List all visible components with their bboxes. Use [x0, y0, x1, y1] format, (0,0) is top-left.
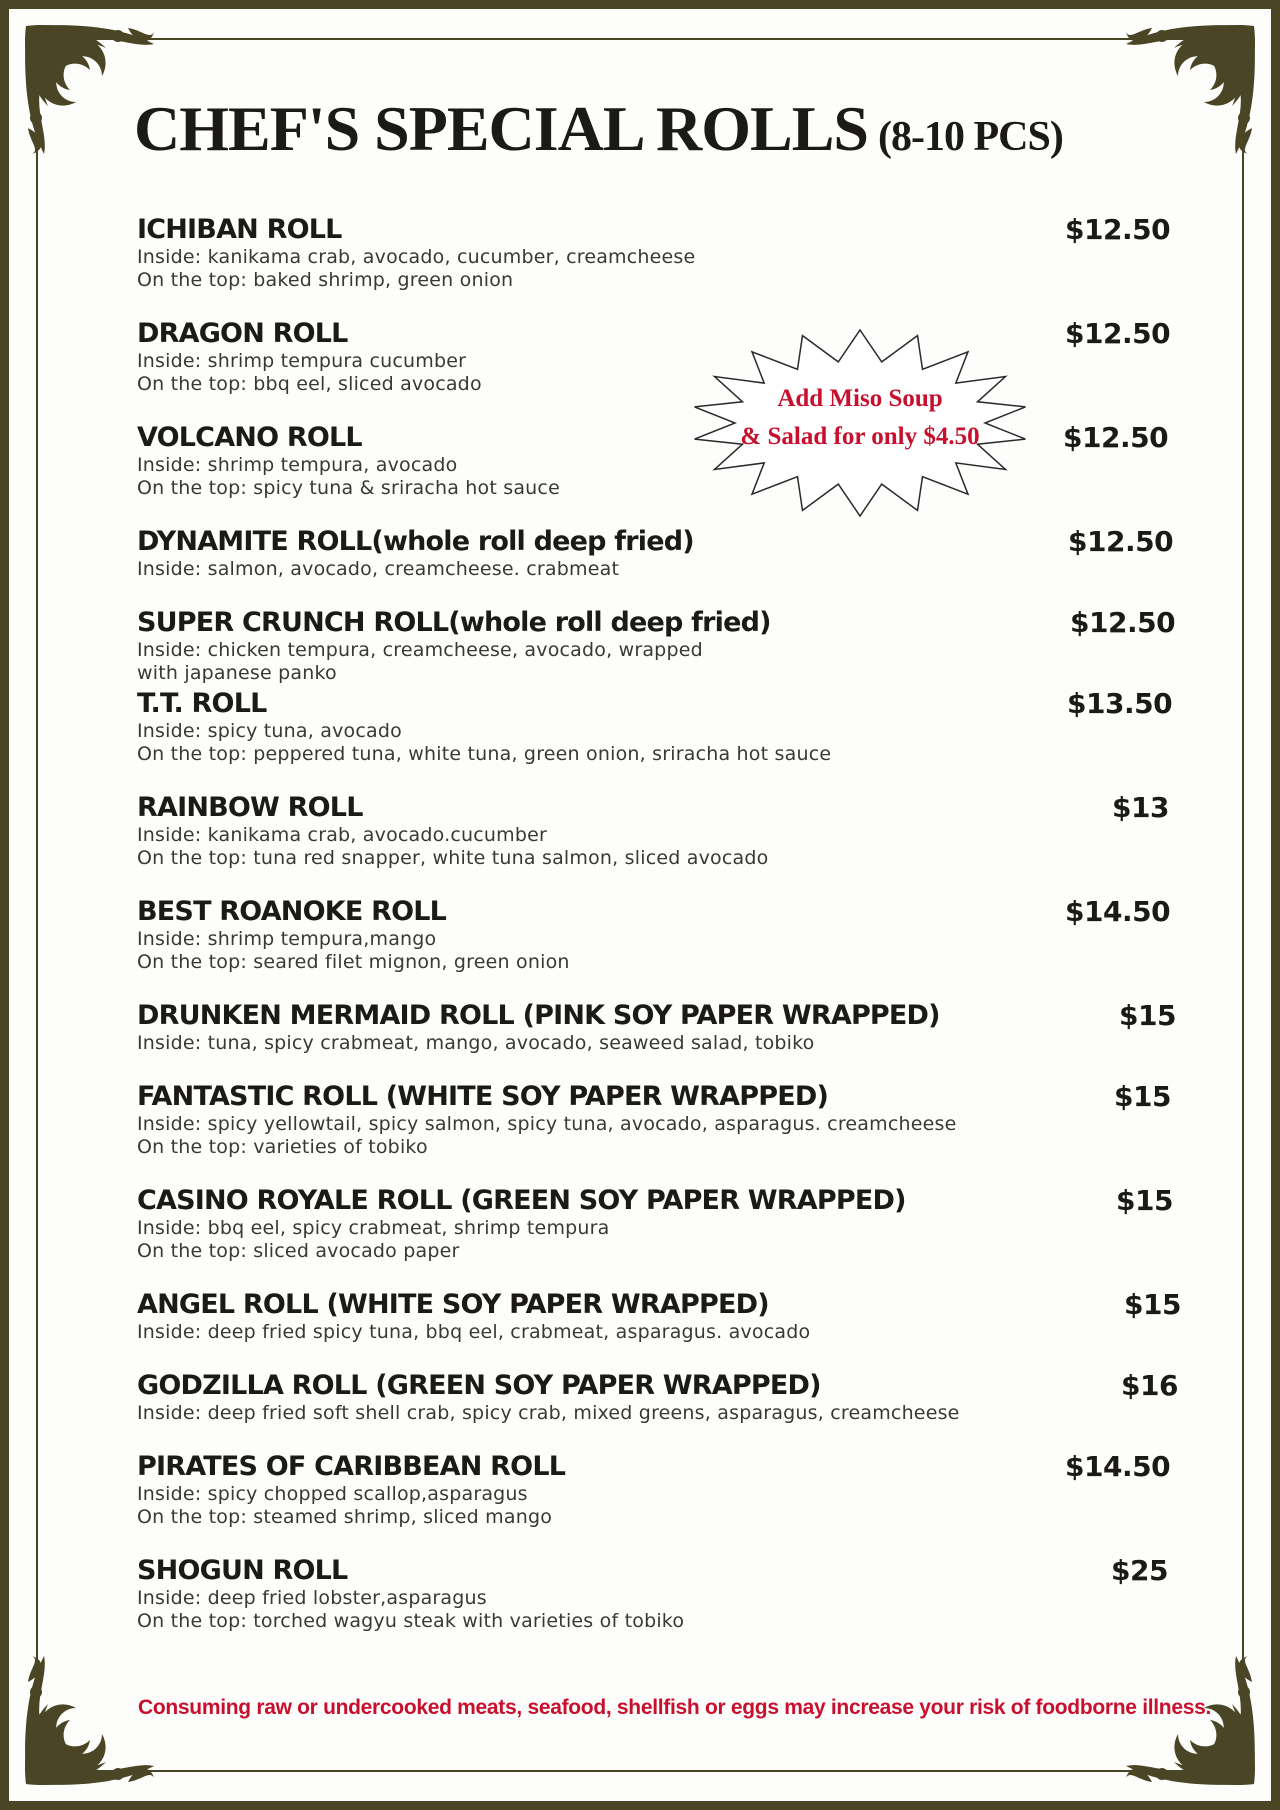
item-inside: Inside: shrimp tempura,mango: [137, 928, 437, 950]
menu-item: [137, 607, 1177, 685]
item-price: $12.50: [1065, 317, 1171, 350]
item-name: VOLCANO ROLL: [137, 422, 362, 453]
item-price: $15: [1116, 1184, 1173, 1217]
menu-item: [137, 1000, 1177, 1055]
menu-item: [137, 1081, 1177, 1159]
item-inside: Inside: spicy chopped scallop,asparagus: [137, 1483, 528, 1505]
item-inside: Inside: chicken tempura, creamcheese, avocado, wrapped: [137, 639, 703, 661]
title-subtitle: (8-10 PCS): [878, 114, 1063, 160]
ornament-corner-bottom-right: [1122, 1652, 1262, 1792]
item-inside: Inside: bbq eel, spicy crabmeat, shrimp tempura: [137, 1217, 610, 1239]
ornament-corner-bottom-left: [18, 1652, 158, 1792]
item-price: $14.50: [1065, 895, 1171, 928]
item-topping: On the top: tuna red snapper, white tuna salmon, sliced avocado: [137, 847, 769, 869]
item-inside: Inside: deep fried lobster,asparagus: [137, 1587, 487, 1609]
item-inside: Inside: tuna, spicy crabmeat, mango, avocado, seaweed salad, tobiko: [137, 1032, 815, 1054]
promo-line-1: Add Miso Soup: [777, 385, 943, 412]
item-price: $25: [1111, 1554, 1168, 1587]
menu-item: [137, 1555, 1177, 1633]
item-name: CASINO ROYALE ROLL (GREEN SOY PAPER WRAPPED): [137, 1185, 906, 1216]
item-name: DRUNKEN MERMAID ROLL (PINK SOY PAPER WRAPPED): [137, 1000, 940, 1031]
health-disclaimer: Consuming raw or undercooked meats, seafood, shellfish or eggs may increase your risk of foodborne illness.: [138, 1696, 1212, 1719]
item-inside: Inside: shrimp tempura cucumber: [137, 350, 467, 372]
menu-item: [137, 526, 1177, 581]
item-price: $12.50: [1068, 525, 1174, 558]
item-inside: Inside: shrimp tempura, avocado: [137, 454, 458, 476]
item-name: ANGEL ROLL (WHITE SOY PAPER WRAPPED): [137, 1289, 769, 1320]
menu-item: [137, 1185, 1177, 1263]
menu-item: [137, 422, 1177, 500]
item-price: $13: [1112, 791, 1169, 824]
menu-item: [137, 792, 1177, 870]
item-name: SUPER CRUNCH ROLL(whole roll deep fried): [137, 607, 771, 638]
item-price: $13.50: [1067, 687, 1173, 720]
item-price: $14.50: [1065, 1450, 1171, 1483]
item-topping: On the top: peppered tuna, white tuna, green onion, sriracha hot sauce: [137, 743, 832, 765]
item-name: T.T. ROLL: [137, 688, 267, 719]
menu-item: [137, 214, 1177, 292]
item-name: DYNAMITE ROLL(whole roll deep fried): [137, 526, 694, 557]
item-inside: Inside: spicy tuna, avocado: [137, 720, 402, 742]
item-name: FANTASTIC ROLL (WHITE SOY PAPER WRAPPED): [137, 1081, 829, 1112]
item-name: ICHIBAN ROLL: [137, 214, 342, 245]
item-inside: Inside: deep fried spicy tuna, bbq eel, crabmeat, asparagus. avocado: [137, 1321, 811, 1343]
title-main: CHEF'S SPECIAL ROLLS: [134, 93, 868, 164]
item-name: BEST ROANOKE ROLL: [137, 896, 447, 927]
menu-item: [137, 688, 1177, 766]
item-inside: Inside: kanikama crab, avocado, cucumber, creamcheese: [137, 246, 696, 268]
item-name: DRAGON ROLL: [137, 318, 348, 349]
menu-item: [137, 1288, 1181, 1344]
item-price: $16: [1121, 1369, 1178, 1402]
item-topping: On the top: seared filet mignon, green onion: [137, 951, 570, 973]
item-topping: On the top: varieties of tobiko: [137, 1136, 428, 1158]
item-topping: On the top: torched wagyu steak with varieties of tobiko: [137, 1610, 685, 1632]
item-price: $15: [1119, 999, 1176, 1032]
item-topping: On the top: baked shrimp, green onion: [137, 269, 514, 291]
item-price: $15: [1114, 1080, 1171, 1113]
item-price: $12.50: [1070, 606, 1176, 639]
item-topping: On the top: bbq eel, sliced avocado: [137, 373, 482, 395]
item-inside: Inside: deep fried soft shell crab, spicy crab, mixed greens, asparagus, creamcheese: [137, 1402, 960, 1424]
page-title: [134, 92, 1063, 166]
item-inside-cont: with japanese panko: [137, 662, 337, 684]
menu-item: [137, 896, 1177, 974]
promo-line-2: & Salad for only $4.50: [740, 423, 980, 450]
menu-item: [137, 318, 1177, 396]
item-topping: On the top: sliced avocado paper: [137, 1240, 460, 1262]
menu-item: [137, 1370, 1177, 1425]
item-price: $15: [1124, 1288, 1181, 1321]
item-price: $12.50: [1065, 213, 1171, 246]
item-name: GODZILLA ROLL (GREEN SOY PAPER WRAPPED): [137, 1370, 821, 1401]
ornament-corner-top-right: [1122, 18, 1262, 158]
item-name: SHOGUN ROLL: [137, 1555, 348, 1586]
item-inside: Inside: spicy yellowtail, spicy salmon, spicy tuna, avocado, asparagus. creamcheese: [137, 1113, 957, 1135]
item-price: $12.50: [1063, 421, 1169, 454]
item-inside: Inside: salmon, avocado, creamcheese. crabmeat: [137, 558, 620, 580]
item-name: RAINBOW ROLL: [137, 792, 363, 823]
item-topping: On the top: steamed shrimp, sliced mango: [137, 1506, 553, 1528]
item-name: PIRATES OF CARIBBEAN ROLL: [137, 1451, 566, 1482]
item-topping: On the top: spicy tuna & sriracha hot sauce: [137, 477, 560, 499]
menu-item: [137, 1451, 1177, 1529]
item-inside: Inside: kanikama crab, avocado.cucumber: [137, 824, 548, 846]
